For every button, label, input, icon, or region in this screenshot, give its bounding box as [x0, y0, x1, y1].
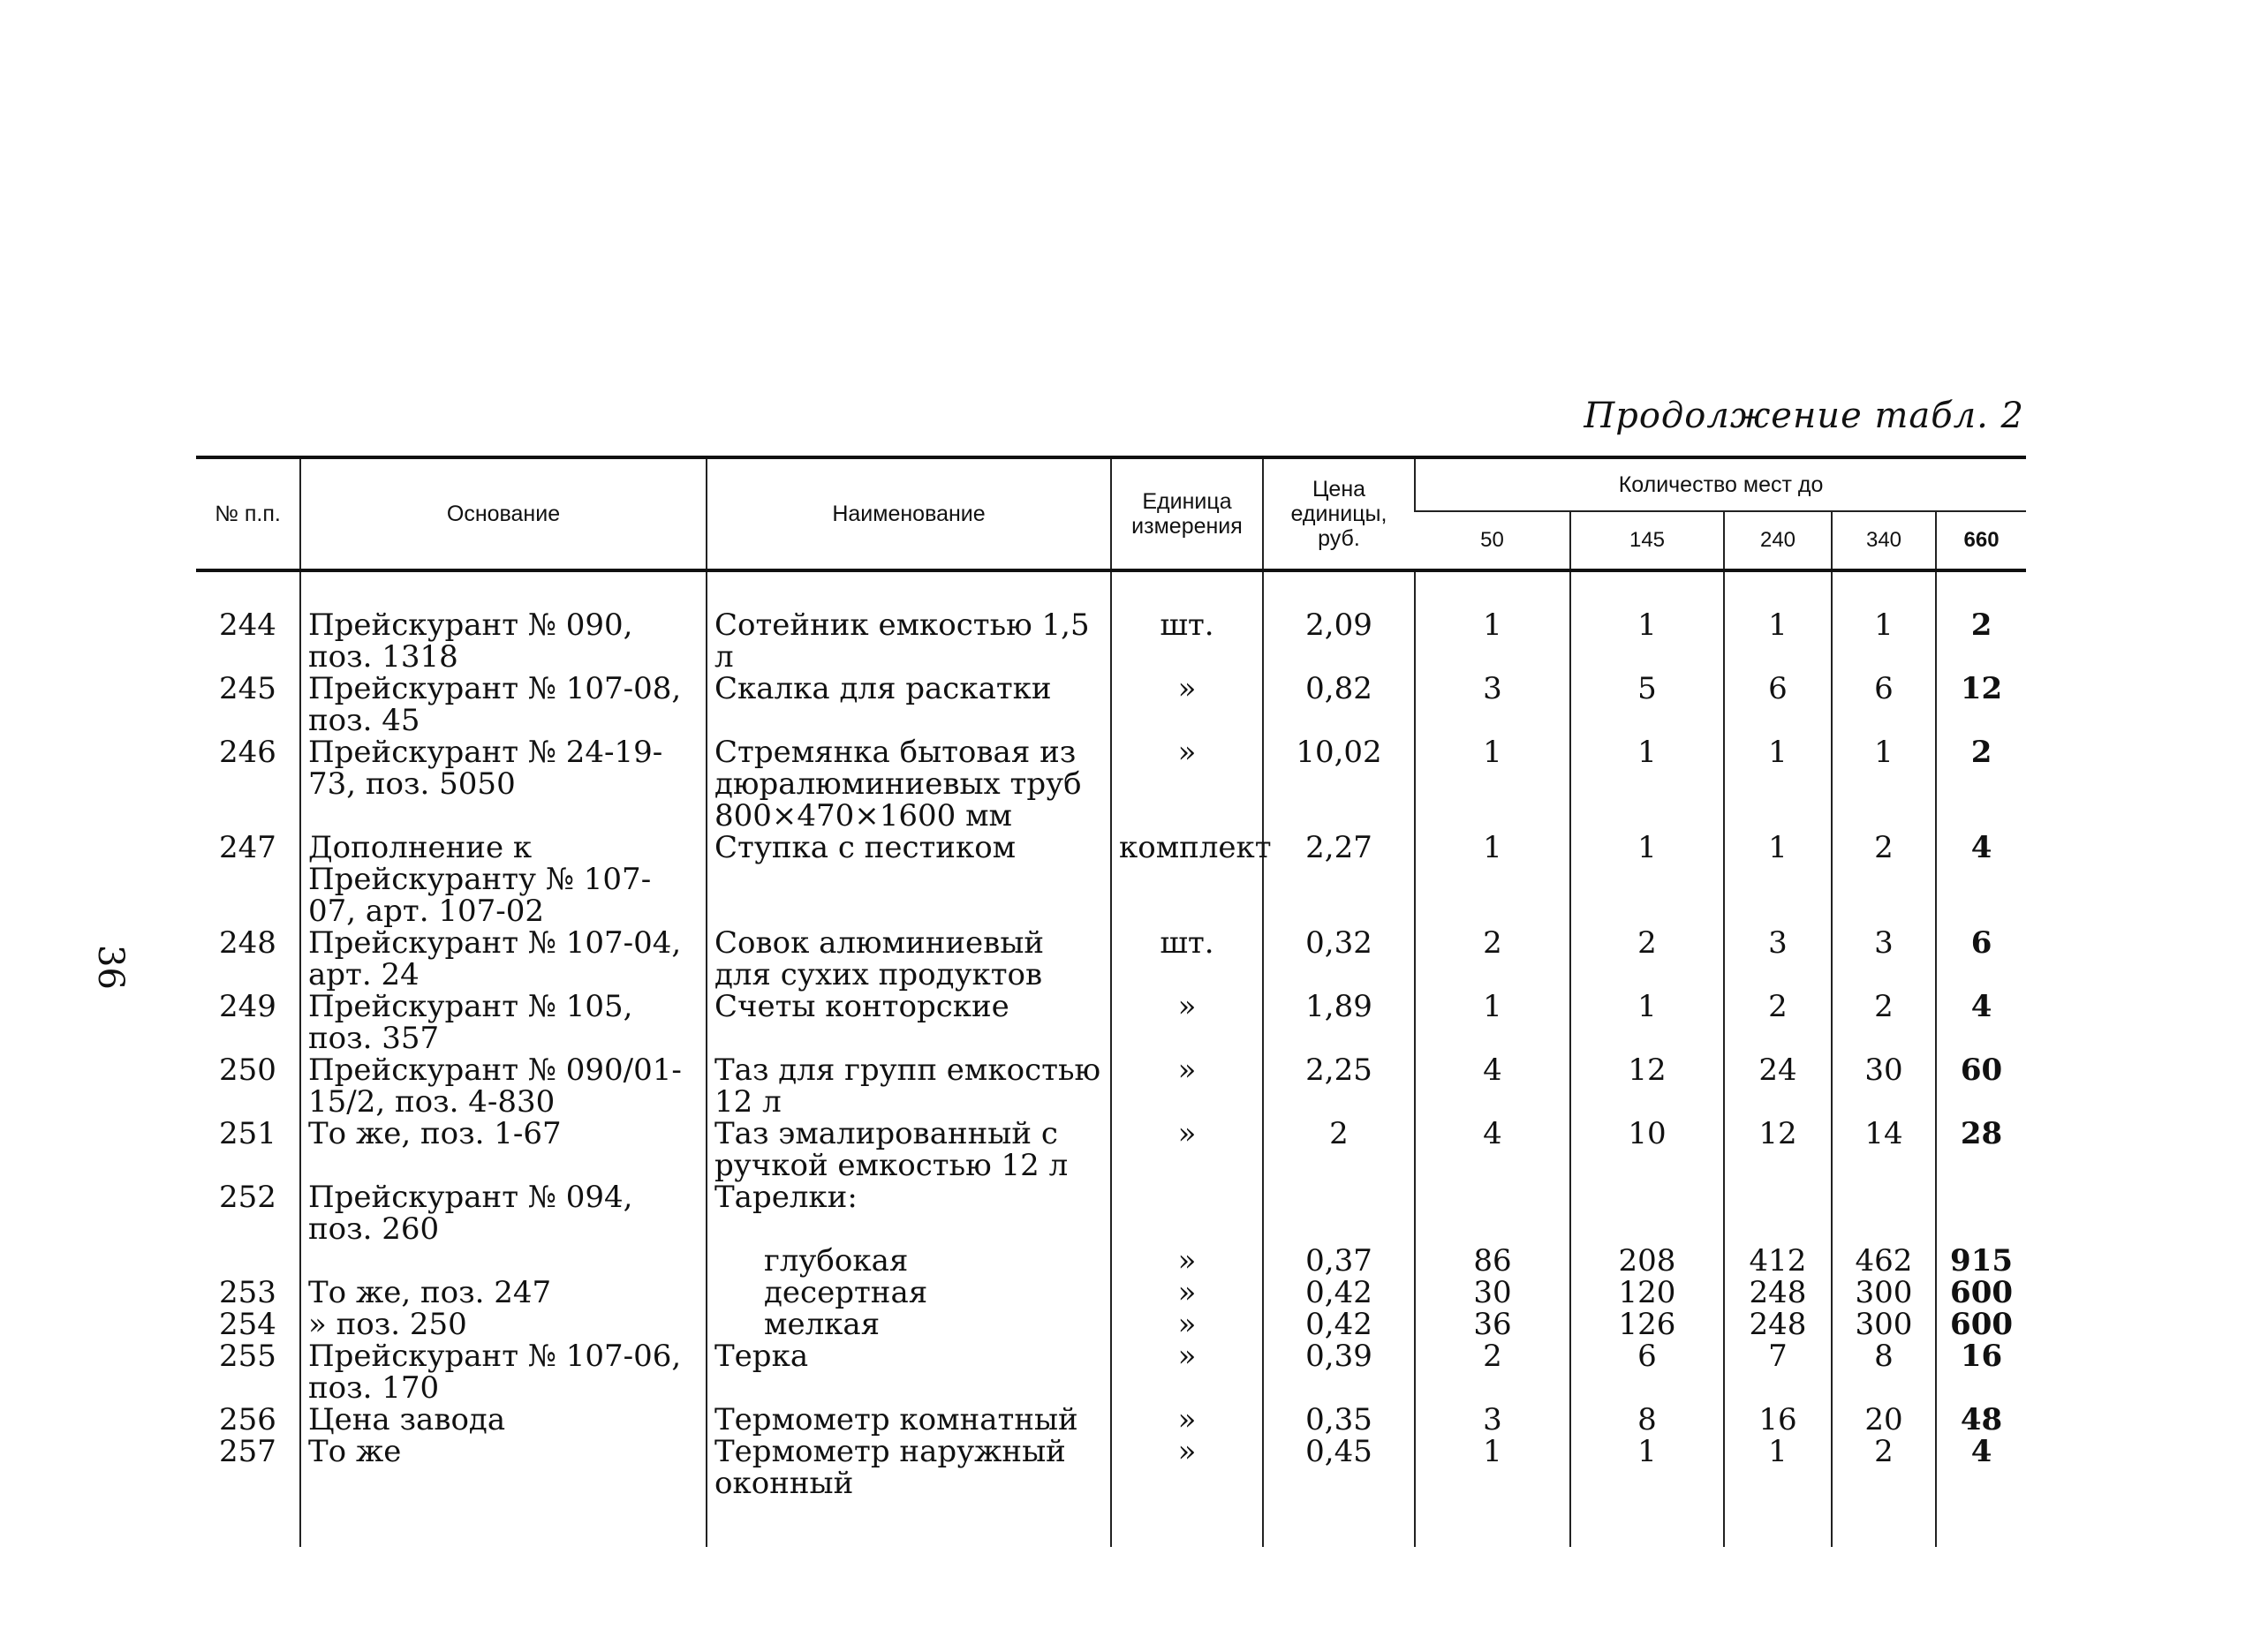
row-unit: » [1111, 1118, 1263, 1181]
header-qty-660: 660 [1936, 511, 2026, 570]
row-name: Скалка для раскатки [707, 673, 1111, 736]
row-qty-240: 1 [1724, 832, 1832, 927]
row-name: Счеты конторские [707, 991, 1111, 1054]
row-number [196, 1245, 300, 1277]
row-number: 255 [219, 1339, 276, 1374]
table-row [196, 1340, 2026, 1404]
row-basis: Прейскурант № 090, поз. 1318 [300, 570, 707, 673]
header-qty-50: 50 [1415, 511, 1570, 570]
row-qty-145: 208 [1570, 1245, 1724, 1277]
row-name-text: десертная [764, 1275, 928, 1310]
row-unit: комплект [1111, 832, 1263, 927]
row-unit: шт. [1111, 927, 1263, 991]
row-qty-340: 462 [1832, 1245, 1936, 1277]
row-qty-340: 300 [1832, 1277, 1936, 1309]
row-qty-50: 3 [1415, 1404, 1570, 1436]
table-body [196, 570, 2026, 1547]
row-price: 0,42 [1263, 1309, 1415, 1340]
row-qty-240: 24 [1724, 1054, 1832, 1118]
row-basis: Цена завода [300, 1404, 707, 1436]
row-qty-340: 2 [1832, 832, 1936, 927]
row-basis: Прейскурант № 24-19-73, поз. 5050 [300, 736, 707, 832]
row-unit: » [1111, 1436, 1263, 1547]
row-unit: шт. [1111, 570, 1263, 673]
row-qty-340: 3 [1832, 927, 1936, 991]
row-qty-340: 2 [1832, 1436, 1936, 1547]
row-qty-50: 2 [1415, 1340, 1570, 1404]
row-name: Терка [707, 1340, 1111, 1404]
header-basis: Основание [300, 457, 707, 570]
table-row [196, 1181, 2026, 1245]
row-number: 249 [219, 989, 276, 1024]
row-qty-240: 16 [1724, 1404, 1832, 1436]
row-name: Стремянка бытовая из дюралюминиевых труб 800×470×1600 мм [707, 736, 1111, 832]
row-unit: » [1111, 1340, 1263, 1404]
row-qty-340: 300 [1832, 1309, 1936, 1340]
row-price: 0,37 [1263, 1245, 1415, 1277]
table-row [196, 1309, 2026, 1340]
row-name: Термометр наружный оконный [707, 1436, 1111, 1547]
row-qty-145: 2 [1570, 927, 1724, 991]
row-unit: » [1111, 1309, 1263, 1340]
row-number: 244 [219, 607, 276, 643]
table-row [196, 1277, 2026, 1309]
row-qty-145: 120 [1570, 1277, 1724, 1309]
row-name-text: мелкая [764, 1307, 881, 1342]
row-qty-660: 12 [1936, 673, 2026, 736]
row-number: 253 [219, 1275, 276, 1310]
row-qty-240: 2 [1724, 991, 1832, 1054]
row-number: 257 [219, 1434, 276, 1469]
row-qty-660 [1936, 1181, 2026, 1245]
row-qty-660: 2 [1936, 736, 2026, 832]
row-price: 0,42 [1263, 1277, 1415, 1309]
row-qty-145: 10 [1570, 1118, 1724, 1181]
row-basis: Прейскурант № 094, поз. 260 [300, 1181, 707, 1245]
row-qty-660: 915 [1936, 1245, 2026, 1277]
header-qty-145: 145 [1570, 511, 1724, 570]
row-name: Сотейник емкостью 1,5 л [707, 570, 1111, 673]
row-basis: » поз. 250 [300, 1309, 707, 1340]
row-qty-660: 48 [1936, 1404, 2026, 1436]
row-qty-50: 36 [1415, 1309, 1570, 1340]
header-num: № п.п. [196, 457, 300, 570]
row-qty-50: 1 [1415, 991, 1570, 1054]
row-number: 248 [219, 925, 276, 961]
row-number: 250 [219, 1052, 276, 1088]
table-row [196, 570, 2026, 673]
row-unit: » [1111, 1054, 1263, 1118]
table-row [196, 927, 2026, 991]
row-qty-660: 600 [1936, 1309, 2026, 1340]
price-table-container [196, 456, 2026, 1547]
row-qty-240 [1724, 1181, 1832, 1245]
row-unit: » [1111, 1277, 1263, 1309]
row-qty-50: 2 [1415, 927, 1570, 991]
row-price: 10,02 [1263, 736, 1415, 832]
row-qty-50: 1 [1415, 570, 1570, 673]
row-basis: То же, поз. 247 [300, 1277, 707, 1309]
row-name [707, 1277, 1111, 1309]
table-row [196, 1436, 2026, 1547]
row-name: Таз для групп емкостью 12 л [707, 1054, 1111, 1118]
row-qty-145 [1570, 1181, 1724, 1245]
row-number: 252 [219, 1180, 276, 1215]
row-qty-50: 4 [1415, 1118, 1570, 1181]
row-price: 0,39 [1263, 1340, 1415, 1404]
row-qty-240: 7 [1724, 1340, 1832, 1404]
row-qty-240: 1 [1724, 570, 1832, 673]
row-price: 1,89 [1263, 991, 1415, 1054]
table-row [196, 1118, 2026, 1181]
row-basis [300, 1245, 707, 1277]
row-name: Ступка с пестиком [707, 832, 1111, 927]
row-qty-660: 600 [1936, 1277, 2026, 1309]
row-qty-660: 4 [1936, 991, 2026, 1054]
row-unit: » [1111, 736, 1263, 832]
row-basis: Дополнение к Прейскуранту № 107-07, арт. 107-02 [300, 832, 707, 927]
table-row [196, 1245, 2026, 1277]
table-row [196, 736, 2026, 832]
row-qty-145: 12 [1570, 1054, 1724, 1118]
row-qty-340: 20 [1832, 1404, 1936, 1436]
page-number: 36 [90, 945, 131, 990]
row-name: Термометр комнатный [707, 1404, 1111, 1436]
row-qty-145: 8 [1570, 1404, 1724, 1436]
table-row [196, 991, 2026, 1054]
row-basis: Прейскурант № 107-08, поз. 45 [300, 673, 707, 736]
row-unit: » [1111, 673, 1263, 736]
row-qty-50 [1415, 1181, 1570, 1245]
row-qty-340: 2 [1832, 991, 1936, 1054]
row-qty-340 [1832, 1181, 1936, 1245]
row-price: 2 [1263, 1118, 1415, 1181]
row-qty-50: 1 [1415, 736, 1570, 832]
row-qty-660: 60 [1936, 1054, 2026, 1118]
row-price: 0,82 [1263, 673, 1415, 736]
row-qty-50: 1 [1415, 1436, 1570, 1547]
row-qty-660: 2 [1936, 570, 2026, 673]
row-number: 247 [219, 830, 276, 865]
row-basis: Прейскурант № 105, поз. 357 [300, 991, 707, 1054]
row-number: 256 [219, 1402, 276, 1437]
row-unit: » [1111, 991, 1263, 1054]
row-qty-145: 1 [1570, 736, 1724, 832]
row-price: 2,27 [1263, 832, 1415, 927]
row-name: Таз эмалированный с ручкой емкостью 12 л [707, 1118, 1111, 1181]
row-basis: Прейскурант № 090/01-15/2, поз. 4-830 [300, 1054, 707, 1118]
row-qty-50: 3 [1415, 673, 1570, 736]
row-qty-50: 4 [1415, 1054, 1570, 1118]
row-name: Тарелки: [707, 1181, 1111, 1245]
table-row [196, 832, 2026, 927]
row-unit [1111, 1181, 1263, 1245]
header-name: Наименование [707, 457, 1111, 570]
row-number: 251 [219, 1116, 276, 1151]
header-qty-group: Количество мест до [1415, 457, 2026, 511]
header-unit: Единица измерения [1111, 457, 1263, 570]
row-name: Совок алюминиевый для сухих продуктов [707, 927, 1111, 991]
table-row [196, 1054, 2026, 1118]
row-qty-340: 30 [1832, 1054, 1936, 1118]
row-qty-240: 248 [1724, 1277, 1832, 1309]
row-qty-340: 1 [1832, 570, 1936, 673]
row-unit: » [1111, 1404, 1263, 1436]
row-qty-240: 6 [1724, 673, 1832, 736]
header-qty-340: 340 [1832, 511, 1936, 570]
row-qty-145: 126 [1570, 1309, 1724, 1340]
row-price: 2,09 [1263, 570, 1415, 673]
row-qty-145: 6 [1570, 1340, 1724, 1404]
table-caption: Продолжение табл. 2 [1584, 396, 2024, 436]
table-row [196, 1404, 2026, 1436]
row-qty-660: 4 [1936, 1436, 2026, 1547]
row-price: 0,35 [1263, 1404, 1415, 1436]
row-price: 0,32 [1263, 927, 1415, 991]
row-qty-340: 8 [1832, 1340, 1936, 1404]
row-qty-660: 16 [1936, 1340, 2026, 1404]
row-qty-340: 1 [1832, 736, 1936, 832]
row-qty-240: 12 [1724, 1118, 1832, 1181]
row-basis: Прейскурант № 107-06, поз. 170 [300, 1340, 707, 1404]
row-qty-660: 4 [1936, 832, 2026, 927]
row-qty-145: 1 [1570, 570, 1724, 673]
row-unit: » [1111, 1245, 1263, 1277]
row-number: 245 [219, 671, 276, 706]
row-qty-240: 1 [1724, 1436, 1832, 1547]
row-name-text: глубокая [764, 1243, 909, 1279]
row-qty-340: 14 [1832, 1118, 1936, 1181]
row-basis: То же [300, 1436, 707, 1547]
row-qty-240: 412 [1724, 1245, 1832, 1277]
header-qty-240: 240 [1724, 511, 1832, 570]
table-header [196, 457, 2026, 570]
row-qty-660: 28 [1936, 1118, 2026, 1181]
row-name [707, 1245, 1111, 1277]
row-basis: То же, поз. 1-67 [300, 1118, 707, 1181]
row-qty-240: 3 [1724, 927, 1832, 991]
price-table [196, 456, 2026, 1547]
row-qty-50: 30 [1415, 1277, 1570, 1309]
row-qty-340: 6 [1832, 673, 1936, 736]
row-price: 0,45 [1263, 1436, 1415, 1547]
row-qty-240: 248 [1724, 1309, 1832, 1340]
row-qty-145: 1 [1570, 832, 1724, 927]
row-qty-145: 1 [1570, 1436, 1724, 1547]
row-qty-50: 1 [1415, 832, 1570, 927]
row-qty-50: 86 [1415, 1245, 1570, 1277]
row-qty-145: 1 [1570, 991, 1724, 1054]
row-number: 246 [219, 735, 276, 770]
row-qty-145: 5 [1570, 673, 1724, 736]
row-basis: Прейскурант № 107-04, арт. 24 [300, 927, 707, 991]
header-price: Цена единицы, руб. [1263, 457, 1415, 570]
row-number: 254 [219, 1307, 276, 1342]
row-price: 2,25 [1263, 1054, 1415, 1118]
row-name [707, 1309, 1111, 1340]
row-price [1263, 1181, 1415, 1245]
table-row [196, 673, 2026, 736]
row-qty-660: 6 [1936, 927, 2026, 991]
row-qty-240: 1 [1724, 736, 1832, 832]
